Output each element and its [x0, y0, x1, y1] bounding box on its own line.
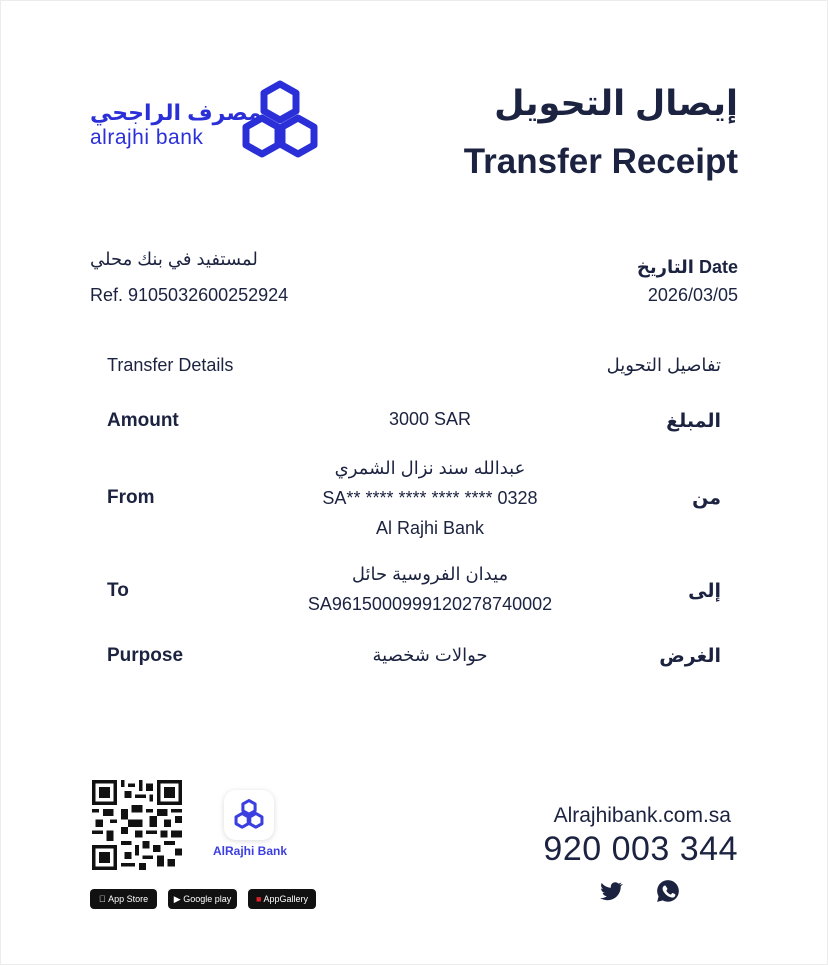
from-label-ar: من — [692, 488, 721, 509]
details-heading-english: Transfer Details — [107, 355, 234, 375]
whatsapp-icon[interactable] — [655, 878, 681, 904]
app-gallery-badge[interactable]: ■ AppGallery — [248, 889, 316, 909]
alrajhi-logo-icon — [236, 80, 324, 164]
amount-label-ar: المبلغ — [666, 411, 721, 432]
purpose-label-ar: الغرض — [659, 646, 721, 667]
purpose-label-en: Purpose — [107, 645, 184, 666]
app-logo-icon — [232, 799, 266, 831]
date-label: التاريخ Date — [636, 257, 738, 277]
to-name: ميدان الفروسية حائل — [351, 564, 509, 584]
app-name: AlRajhi Bank — [212, 844, 287, 858]
from-name: عبدالله سند نزال الشمري — [334, 458, 526, 478]
from-label-en: From — [107, 487, 155, 508]
play-icon: ▶ — [173, 894, 181, 904]
google-play-badge[interactable]: ▶ Google play — [168, 889, 237, 909]
title-english: Transfer Receipt — [463, 142, 738, 181]
logo-english: alrajhi bank — [90, 126, 204, 149]
website-link[interactable]: Alrajhibank.com.sa — [553, 804, 731, 827]
details-heading-arabic: تفاصيل التحويل — [606, 355, 721, 375]
reference-number: Ref. 9105032600252924 — [90, 285, 289, 305]
twitter-icon[interactable] — [598, 878, 624, 904]
huawei-icon: ■ — [256, 894, 262, 904]
apple-icon — [99, 894, 106, 904]
alrajhi-app-icon[interactable] — [224, 790, 274, 840]
to-label-ar: إلى — [688, 581, 721, 602]
date-value: 2026/03/05 — [647, 285, 738, 305]
phone-number[interactable]: 920 003 344 — [543, 830, 738, 868]
amount-value: 3000 SAR — [388, 409, 472, 429]
to-iban: SA9615000999120278740002 — [307, 594, 553, 614]
title-arabic: إيصال التحويل — [494, 84, 738, 123]
app-store-badge[interactable]: App Store — [90, 889, 157, 909]
purpose-value: حوالات شخصية — [372, 645, 488, 665]
beneficiary-type: لمستفيد في بنك محلي — [90, 249, 258, 269]
from-bank: Al Rajhi Bank — [375, 518, 485, 538]
qr-code[interactable] — [92, 780, 182, 870]
from-account: SA** **** **** **** **** 0328 — [322, 488, 538, 508]
amount-label-en: Amount — [107, 410, 179, 431]
to-label-en: To — [107, 580, 129, 601]
logo-arabic: مصرف الراجحي — [90, 100, 262, 125]
